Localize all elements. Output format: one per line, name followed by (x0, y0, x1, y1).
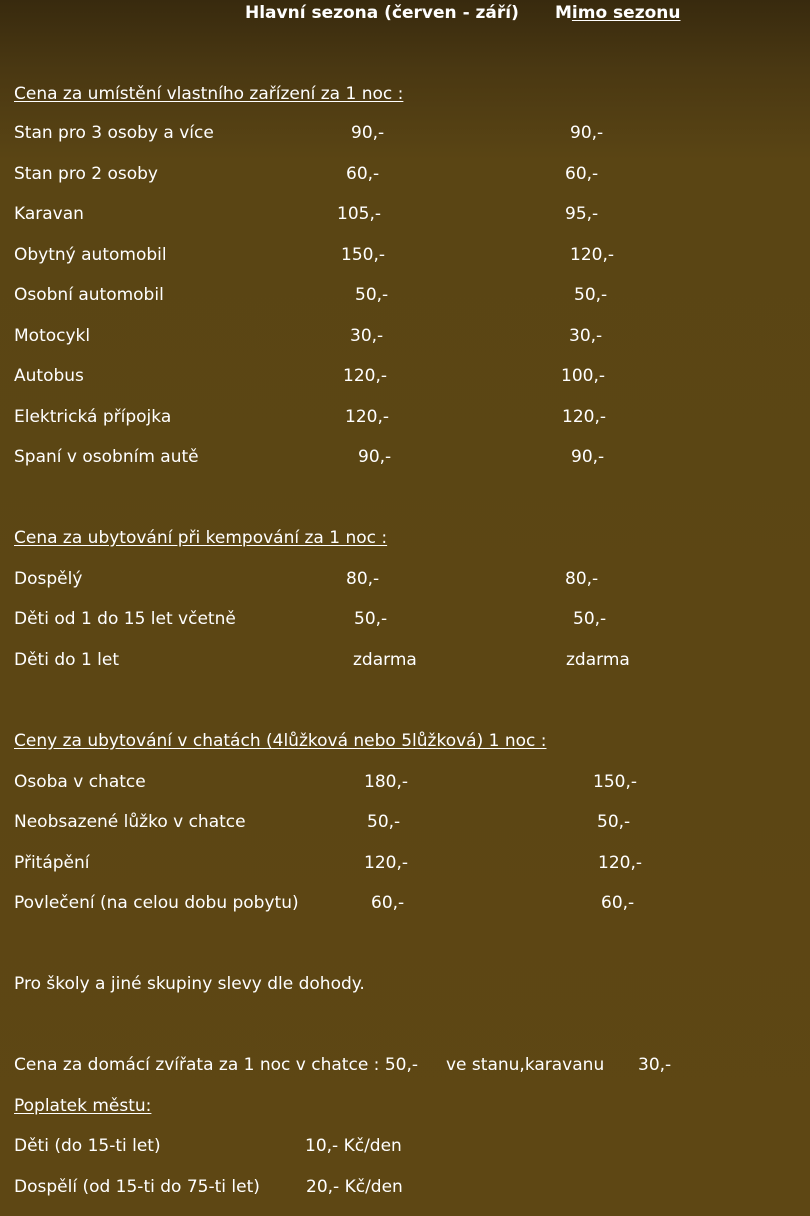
row-label: Přitápění (14, 853, 90, 873)
row-label: Motocykl (14, 326, 91, 346)
row-fee-price: 20,- Kč/den (306, 1177, 403, 1197)
row-main-price: 60,- (371, 893, 405, 913)
row-label: Povlečení (na celou dobu pobytu) (14, 893, 299, 913)
pets-tent-price: 30,- (638, 1055, 672, 1075)
row-main-price: 105,- (337, 204, 381, 224)
row-label: Obytný automobil (14, 245, 167, 265)
row-main-price: 90,- (358, 447, 392, 467)
row-label: Elektrická přípojka (14, 407, 172, 427)
off-season-header[interactable] (555, 3, 681, 23)
row-label: Spaní v osobním autě (14, 447, 199, 467)
row-main-price: 50,- (355, 285, 389, 305)
own-equipment-heading: Cena za umístění vlastního zařízení za 1 noc : (14, 84, 404, 104)
row-off-price: 150,- (593, 772, 637, 792)
row-main-price: 50,- (367, 812, 401, 832)
row-label: Děti od 1 do 15 let včetně (14, 609, 236, 629)
row-main-price: 60,- (346, 164, 380, 184)
row-off-price: 80,- (565, 569, 599, 589)
pets-tent-label: ve stanu,karavanu (446, 1055, 605, 1075)
row-label: Děti (do 15-ti let) (14, 1136, 161, 1156)
row-off-price: 100,- (561, 366, 605, 386)
row-off-price: 50,- (573, 609, 607, 629)
row-main-price: 120,- (364, 853, 408, 873)
row-off-price: 120,- (562, 407, 606, 427)
row-label: Autobus (14, 366, 84, 386)
row-off-price: 90,- (570, 123, 604, 143)
row-off-price: 50,- (574, 285, 608, 305)
row-off-price: 90,- (571, 447, 605, 467)
off-season-header-rest: imo sezonu (571, 3, 681, 23)
groups-discount-note: Pro školy a jiné skupiny slevy dle dohody. (14, 974, 365, 994)
pets-cabin-price: Cena za domácí zvířata za 1 noc v chatce : 50,- (14, 1055, 418, 1075)
row-label: Neobsazené lůžko v chatce (14, 812, 246, 832)
row-off-price: 50,- (597, 812, 631, 832)
row-main-price: 50,- (354, 609, 388, 629)
row-label: Osoba v chatce (14, 772, 146, 792)
row-label: Karavan (14, 204, 84, 224)
row-off-price: 95,- (565, 204, 599, 224)
cabins-heading: Ceny za ubytování v chatách (4lůžková nebo 5lůžková) 1 noc : (14, 731, 547, 751)
row-label: Stan pro 2 osoby (14, 164, 158, 184)
row-label: Dospělý (14, 569, 83, 589)
row-off-price: 120,- (598, 853, 642, 873)
main-season-header: Hlavní sezona (červen - září) (245, 3, 519, 23)
row-off-price: 120,- (570, 245, 614, 265)
row-main-price: 150,- (341, 245, 385, 265)
off-season-header-initial: M (555, 3, 572, 23)
row-off-price: 30,- (569, 326, 603, 346)
row-label: Osobní automobil (14, 285, 164, 305)
camping-heading: Cena za ubytování při kempování za 1 noc : (14, 528, 388, 548)
row-main-price: 180,- (364, 772, 408, 792)
row-off-price: 60,- (601, 893, 635, 913)
row-main-price: 30,- (350, 326, 384, 346)
city-fee-heading: Poplatek městu: (14, 1096, 152, 1116)
row-fee-price: 10,- Kč/den (305, 1136, 402, 1156)
row-label: Dospělí (od 15-ti do 75-ti let) (14, 1177, 260, 1197)
row-main-price: 120,- (343, 366, 387, 386)
row-main-price: 80,- (346, 569, 380, 589)
row-main-price: 90,- (351, 123, 385, 143)
row-off-price: 60,- (565, 164, 599, 184)
row-label: Stan pro 3 osoby a více (14, 123, 214, 143)
row-main-price: 120,- (345, 407, 389, 427)
row-main-price: zdarma (353, 650, 417, 670)
row-label: Děti do 1 let (14, 650, 120, 670)
row-off-price: zdarma (566, 650, 630, 670)
